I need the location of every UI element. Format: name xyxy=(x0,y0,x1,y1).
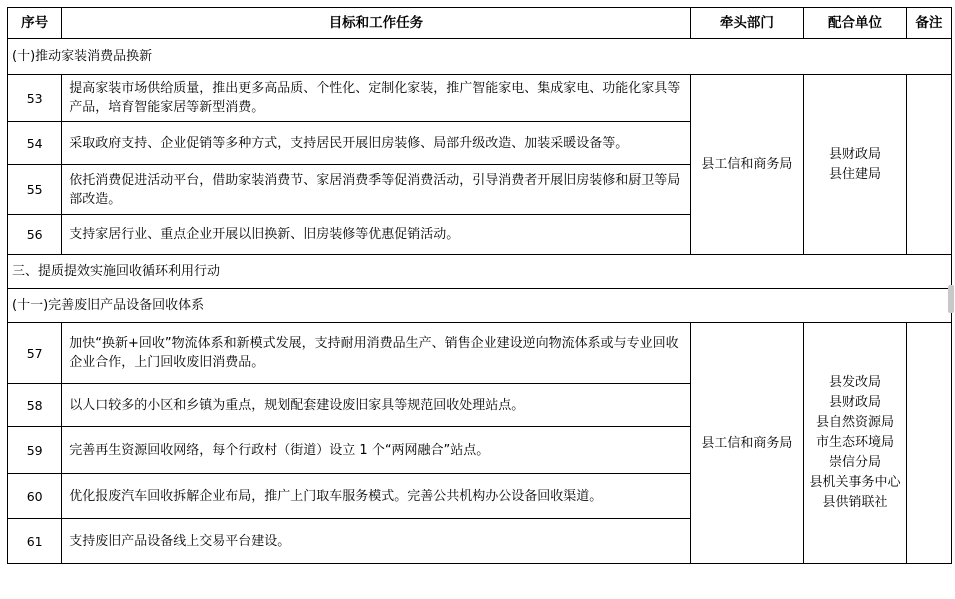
coop-unit: 县自然资源局 xyxy=(815,415,894,430)
section-title: (十一)完善废旧产品设备回收体系 xyxy=(8,289,952,323)
section-row xyxy=(8,39,952,75)
row-number: 53 xyxy=(8,75,62,122)
chapter-title: 三、提质提效实施回收循环利用行动 xyxy=(8,255,952,289)
row-task: 支持废旧产品设备线上交易平台建设。 xyxy=(62,519,690,564)
lead-department: 县工信和商务局 xyxy=(690,75,804,255)
scrollbar-thumb[interactable] xyxy=(948,285,954,313)
coop-unit: 市生态环境局 xyxy=(815,435,894,450)
row-task: 提高家装市场供给质量，推出更多高品质、个性化、定制化家装，推广智能家电、集成家电、功能化家具等产品，培育智能家居等新型消费。 xyxy=(62,75,690,122)
policy-table xyxy=(7,7,952,564)
table-header-row xyxy=(8,8,952,39)
row-number: 61 xyxy=(8,519,62,564)
row-task: 加快“换新+回收”物流体系和新模式发展，支持耐用消费品生产、销售企业建设逆向物流体系或与专业回收企业合作，上门回收废旧消费品。 xyxy=(62,323,690,384)
row-task: 以人口较多的小区和乡镇为重点，规划配套建设废旧家具等规范回收处理站点。 xyxy=(62,384,690,427)
row-number: 57 xyxy=(8,323,62,384)
notes-cell xyxy=(906,75,951,255)
table-row xyxy=(8,75,952,122)
coop-unit: 县财政局 xyxy=(828,395,881,410)
header-notes: 备注 xyxy=(906,8,951,39)
coop-units xyxy=(804,323,907,564)
notes-cell xyxy=(906,323,951,564)
row-number: 56 xyxy=(8,215,62,255)
section-row xyxy=(8,289,952,323)
row-task: 依托消费促进活动平台，借助家装消费节、家居消费季等促消费活动，引导消费者开展旧房装修和厨卫等局部改造。 xyxy=(62,165,690,215)
table-row xyxy=(8,323,952,384)
coop-unit: 县机关事务中心 xyxy=(809,475,901,490)
coop-unit: 县供销联社 xyxy=(822,495,888,510)
lead-department: 县工信和商务局 xyxy=(690,323,804,564)
row-number: 54 xyxy=(8,122,62,165)
chapter-row xyxy=(8,255,952,289)
row-number: 60 xyxy=(8,474,62,519)
header-coop-units: 配合单位 xyxy=(804,8,907,39)
coop-unit: 县发改局 xyxy=(828,375,881,390)
coop-units xyxy=(804,75,907,255)
row-task: 采取政府支持、企业促销等多种方式，支持居民开展旧房装修、局部升级改造、加装采暖设备等。 xyxy=(62,122,690,165)
scrollbar[interactable] xyxy=(947,0,955,599)
row-number: 58 xyxy=(8,384,62,427)
row-task: 支持家居行业、重点企业开展以旧换新、旧房装修等优惠促销活动。 xyxy=(62,215,690,255)
coop-unit: 崇信分局 xyxy=(828,455,881,470)
row-number: 59 xyxy=(8,427,62,474)
coop-unit: 县财政局 xyxy=(828,146,881,162)
row-task: 完善再生资源回收网络，每个行政村（街道）设立 1 个“两网融合”站点。 xyxy=(62,427,690,474)
header-index: 序号 xyxy=(8,8,62,39)
coop-unit: 县住建局 xyxy=(828,166,881,182)
section-title: (十)推动家装消费品换新 xyxy=(8,39,952,75)
row-task: 优化报废汽车回收拆解企业布局，推广上门取车服务模式。完善公共机构办公设备回收渠道。 xyxy=(62,474,690,519)
header-task: 目标和工作任务 xyxy=(62,8,690,39)
row-number: 55 xyxy=(8,165,62,215)
header-lead-dept: 牵头部门 xyxy=(690,8,804,39)
